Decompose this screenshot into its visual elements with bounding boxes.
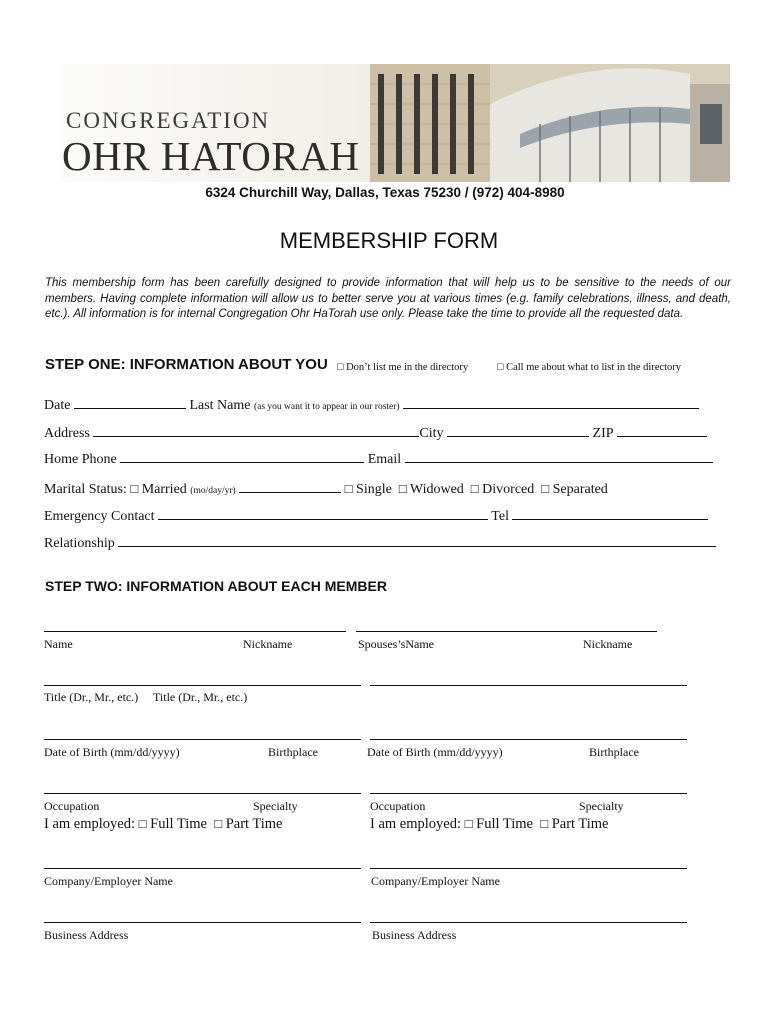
last-name-note: (as you want it to appear in our roster) (253, 402, 400, 412)
divorced-checkbox[interactable]: □ (470, 481, 479, 496)
city-field[interactable] (447, 424, 589, 437)
spouse-birthplace-label: Birthplace (589, 745, 639, 759)
spouse-employment-status (370, 816, 609, 833)
logo-line-2: OHR HATORAH (62, 133, 360, 179)
spouse-part-time-label: Part Time (551, 816, 609, 832)
spouse-business-address-label: Business Address (372, 928, 457, 942)
relationship-field[interactable] (118, 534, 716, 547)
header-banner (60, 64, 730, 182)
last-name-label: Last Name (189, 398, 251, 413)
member-occupation-label: Occupation (44, 799, 100, 813)
step-two-heading: STEP TWO: INFORMATION ABOUT EACH MEMBER (45, 578, 387, 594)
row-marital-status (44, 480, 608, 498)
row-phone-email (44, 450, 713, 468)
spouse-dob-label: Date of Birth (mm/dd/yyyy) (367, 745, 503, 759)
member-full-time-checkbox[interactable]: □ (138, 816, 147, 831)
row-relationship (44, 534, 716, 552)
member-business-address-label: Business Address (44, 928, 129, 942)
member-title-label: Title (Dr., Mr., etc.) (44, 690, 139, 704)
emergency-contact-field[interactable] (158, 507, 488, 520)
name-label: Name (44, 637, 73, 651)
member-specialty-label: Specialty (253, 799, 298, 813)
address-field[interactable] (93, 424, 419, 437)
spouse-nickname-label: Nickname (583, 637, 633, 651)
call-me-label: Call me about what to list in the directory (506, 362, 682, 373)
form-title: MEMBERSHIP FORM (279, 228, 499, 253)
city-label: City (419, 426, 444, 441)
member-birthplace-label: Birthplace (268, 745, 318, 759)
member-company-label: Company/Employer Name (44, 874, 173, 888)
last-name-field[interactable] (403, 396, 699, 409)
zip-label: ZIP (592, 426, 613, 441)
married-label: Married (141, 482, 187, 497)
row-emergency-contact (44, 507, 708, 525)
separated-label: Separated (552, 482, 608, 497)
row-date-lastname (44, 396, 699, 414)
spouse-full-time-checkbox[interactable]: □ (464, 816, 473, 831)
intro-paragraph: This membership form has been carefully designed to provide information that will help us to be sensitive to the needs of our members. Having complete information will allow us to better serve you at various times (e.g. family celebrations, illness, and death, etc.). All information is for internal Congregation Ohr HaTorah use only. Please take the time to provide all the requested data. (45, 277, 731, 320)
spouse-full-time-label: Full Time (476, 816, 533, 832)
spouse-company-field[interactable] (370, 868, 687, 869)
member-title-field[interactable] (44, 685, 361, 686)
married-date-field[interactable] (239, 480, 341, 493)
single-label: Single (356, 482, 392, 497)
email-label: Email (367, 452, 402, 467)
member-business-address-field[interactable] (44, 922, 361, 923)
member-part-time-checkbox[interactable]: □ (214, 816, 223, 831)
emergency-contact-label: Emergency Contact (44, 509, 155, 524)
step-one-heading: STEP ONE: INFORMATION ABOUT YOU (45, 356, 328, 373)
spouse-title-field[interactable] (370, 685, 687, 686)
spouse-title-label: Title (Dr., Mr., etc.) (153, 690, 248, 704)
relationship-label: Relationship (44, 536, 115, 551)
address-line: 6324 Churchill Way, Dallas, Texas 75230 / (972) 404-8980 (205, 185, 565, 200)
nickname-label: Nickname (243, 637, 293, 651)
divorced-label: Divorced (482, 482, 535, 497)
tel-label: Tel (491, 509, 509, 524)
logo-line-1: CONGREGATION (66, 108, 271, 133)
zip-field[interactable] (617, 424, 707, 437)
tel-field[interactable] (512, 507, 708, 520)
member-dob-field[interactable] (44, 739, 361, 740)
member-occupation-field[interactable] (44, 793, 361, 794)
married-date-note: (mo/day/yr) (190, 486, 236, 496)
email-field[interactable] (405, 450, 713, 463)
spouse-occupation-field[interactable] (370, 793, 687, 794)
member-part-time-label: Part Time (225, 816, 283, 832)
row-address (44, 424, 707, 442)
call-me-checkbox[interactable]: □ (497, 362, 504, 373)
married-checkbox[interactable]: □ (130, 481, 139, 496)
member-employment-status (44, 816, 283, 833)
dont-list-label: Don’t list me in the directory (346, 362, 469, 373)
spouse-part-time-checkbox[interactable]: □ (540, 816, 549, 831)
member-employed-label: I am employed: (44, 816, 136, 832)
address-label: Address (44, 426, 90, 441)
home-phone-field[interactable] (120, 450, 364, 463)
dont-list-checkbox[interactable]: □ (337, 362, 344, 373)
widowed-checkbox[interactable]: □ (398, 481, 407, 496)
date-field[interactable] (74, 396, 186, 409)
member-name-field[interactable] (44, 631, 346, 632)
spouse-business-address-field[interactable] (370, 922, 687, 923)
single-checkbox[interactable]: □ (344, 481, 353, 496)
member-full-time-label: Full Time (150, 816, 207, 832)
building-illustration (370, 64, 730, 182)
spouse-specialty-label: Specialty (579, 799, 624, 813)
member-company-field[interactable] (44, 868, 361, 869)
home-phone-label: Home Phone (44, 452, 117, 467)
widowed-label: Widowed (409, 482, 464, 497)
marital-status-label: Marital Status: (44, 482, 127, 497)
spouses-name-label: Spouses’sName (358, 637, 434, 651)
spouse-name-field[interactable] (356, 631, 657, 632)
member-dob-label: Date of Birth (mm/dd/yyyy) (44, 745, 180, 759)
spouse-employed-label: I am employed: (370, 816, 462, 832)
dont-list-option[interactable] (337, 361, 468, 373)
separated-checkbox[interactable]: □ (541, 481, 550, 496)
date-label: Date (44, 398, 71, 413)
spouse-dob-field[interactable] (370, 739, 687, 740)
call-me-option[interactable] (497, 361, 681, 373)
spouse-company-label: Company/Employer Name (371, 874, 500, 888)
spouse-occupation-label: Occupation (370, 799, 426, 813)
